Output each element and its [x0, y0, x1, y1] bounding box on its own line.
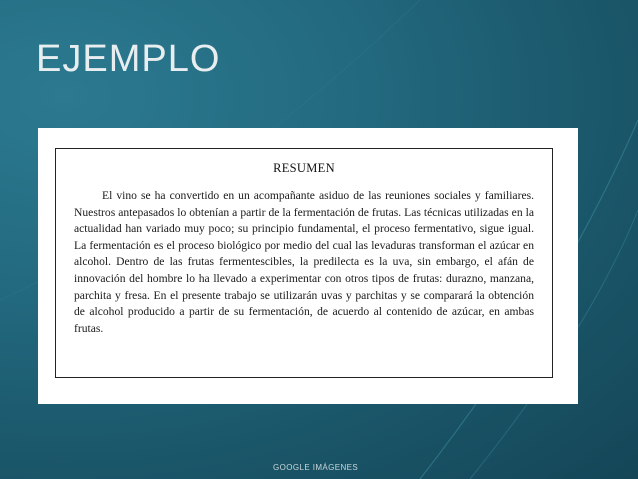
abstract-image	[38, 128, 578, 404]
slide-title: EJEMPLO	[36, 38, 221, 80]
abstract-heading: RESUMEN	[273, 161, 335, 175]
abstract-box	[55, 148, 553, 378]
image-source-caption: GOOGLE IMÁGENES	[273, 463, 359, 472]
abstract-body: El vino se ha convertido en un acompañante asiduo de las reuniones sociales y familiares. Nuestros antepasados lo obtenían a partir de la fermentación de frutas. Las técnicas utilizadas en la actualidad han variado muy poco; su principio fundamental, el proceso fermentativo, sigue igual. La fermentación es el proceso biológico por medio del cual las levaduras transforman el azúcar en alcohol. Dentro de las frutas fermentescibles, la predilecta es la uva, sin embargo, el afán de innovación del hombre lo ha llevado a experimentar con otros tipos de frutas: durazno, manzana, parchita y fresa. En el presente trabajo se utilizarán uvas y parchitas y se comparará la obtención de alcohol producido a partir de su fermentación, de acuerdo al contenido de azúcar, en ambas frutas.	[74, 189, 534, 335]
